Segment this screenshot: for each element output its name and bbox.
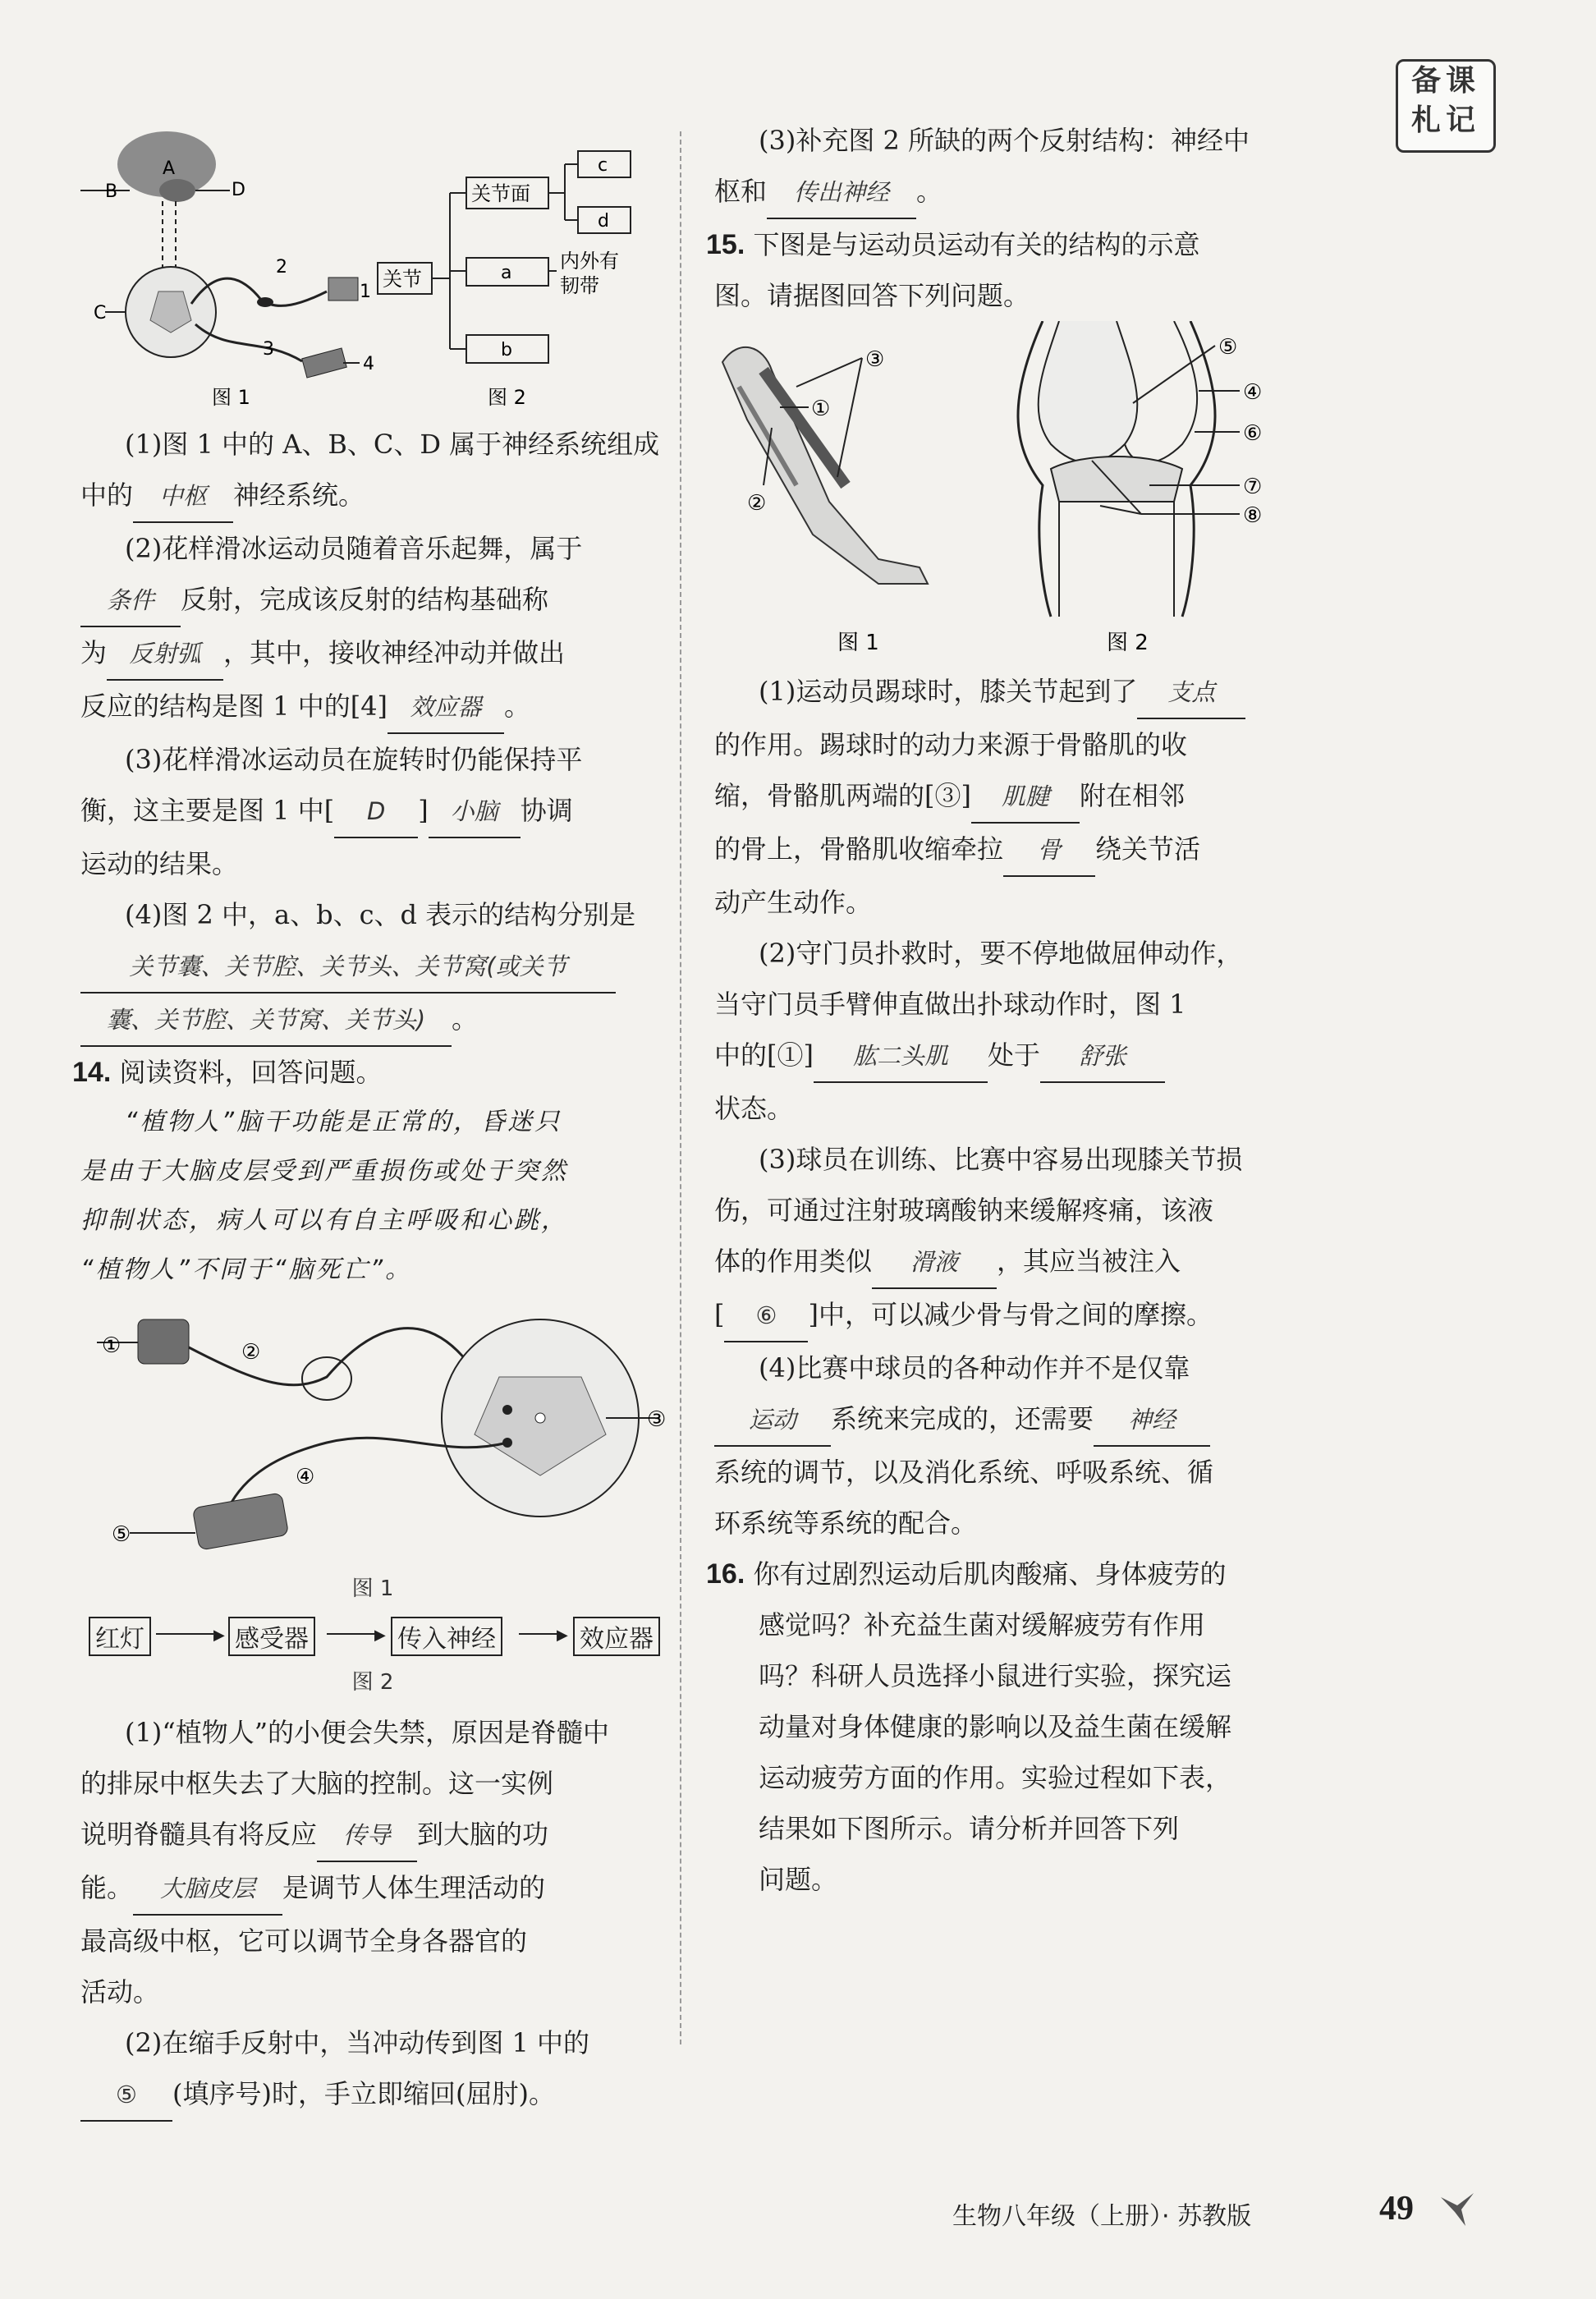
q13-p5-line2: 枢和 传出神经 。 (714, 166, 1305, 219)
q14-reflex-arc-svg (80, 1295, 665, 1566)
knee-femur (1039, 321, 1138, 463)
q14-p1-line4: 能。 大脑皮层 是调节人体生理活动的 (80, 1862, 665, 1916)
q13-fig2-caption: 图 2 (488, 386, 526, 409)
answer-blank: 骨 (1003, 824, 1095, 877)
q15-p4-line2: 运动 系统来完成的，还需要 神经 (714, 1393, 1305, 1447)
flow-step-receptor: 感受器 (228, 1617, 315, 1656)
fig2-d-label: d (598, 211, 609, 232)
fig2-joint-label: 关节 (383, 268, 422, 291)
q15-p4-line1: (4)比赛中球员的各种动作并不是仅靠 (759, 1352, 1190, 1384)
q15-p2-line1: (2)守门员扑救时，要不停地做屈伸动作， (759, 938, 1243, 969)
answer-blank: ⑤ (80, 2069, 172, 2122)
q15-p4-line4: 环系统等系统的配合。 (714, 1507, 978, 1539)
answer-blank: 滑液 (872, 1237, 997, 1289)
q15-label-1: ① (811, 397, 831, 421)
q14-passage-line4: “植物人”不同于“脑死亡”。 (80, 1255, 413, 1284)
answer-blank: 神经 (1094, 1394, 1210, 1447)
answer-blank: 运动 (714, 1394, 831, 1447)
q15-label-2: ② (747, 491, 767, 516)
flow-arrow (156, 1633, 213, 1635)
q13-p4-line3: 囊、关节腔、关节窝、关节头) 。 (80, 993, 665, 1047)
q14-passage-line1: “植物人”脑干功能是正常的，昏迷只 (125, 1108, 562, 1136)
q16-line3: 吗？科研人员选择小鼠进行实验，探究运 (759, 1660, 1232, 1691)
q15-p2-line4: 状态。 (714, 1093, 794, 1124)
q14-label-5: ⑤ (112, 1522, 131, 1547)
q14-label-2: ② (241, 1340, 261, 1365)
answer-blank: ⑥ (724, 1290, 808, 1342)
book-title: 生物八年级（上册）· 苏教版 (952, 2202, 1252, 2231)
q14-p1-line1: (1)“植物人”的小便会失禁，原因是脊髓中 (125, 1717, 610, 1748)
page-footer (936, 2184, 1429, 2233)
footer-ornament-icon (1437, 2189, 1478, 2230)
q15-label-8: ⑧ (1243, 503, 1263, 528)
q16-line7: 问题。 (759, 1864, 838, 1895)
q14-figure-1 (80, 1295, 665, 1566)
q15-p3-line3: 体的作用类似 滑液 ，其应当被注入 (714, 1236, 1305, 1289)
flow-arrowhead: ▶ (557, 1627, 568, 1644)
q13-fig1-caption: 图 1 (212, 386, 250, 409)
q13-p1-line2: 中的 中枢 神经系统。 (80, 470, 665, 523)
notes-line-2: 札记 (1410, 103, 1480, 137)
q15-p1-line3: 缩，骨骼肌两端的[③] 肌腱 附在相邻 (714, 770, 1305, 824)
q15-p2-line2: 当守门员手臂伸直做出扑球动作时，图 1 (714, 989, 1186, 1020)
q13-p4-line1: (4)图 2 中，a、b、c、d 表示的结构分别是 (125, 899, 636, 930)
answer-blank: 大脑皮层 (133, 1863, 282, 1916)
fig2-ligament-label-1: 内外有 (560, 250, 619, 273)
q14-p1-line5: 最高级中枢，它可以调节全身各器官的 (80, 1925, 528, 1957)
q15-fig2-caption: 图 2 (1107, 631, 1149, 655)
flow-step-effector: 效应器 (573, 1617, 660, 1656)
q15-p1-line4: 的骨上，骨骼肌收缩牵拉 骨 绕关节活 (714, 824, 1305, 877)
q13-p1-line1: (1)图 1 中的 A、B、C、D 属于神经系统组成 (125, 429, 660, 460)
column-divider (680, 131, 681, 2044)
flow-arrow (519, 1633, 560, 1635)
q13-p3-line1: (3)花样滑冰运动员在旋转时仍能保持平 (125, 744, 583, 775)
answer-blank: 传导 (317, 1810, 417, 1862)
answer-blank: 囊、关节腔、关节窝、关节头) (80, 994, 452, 1047)
fig1-label-d: D (232, 180, 245, 200)
q14-passage-line2: 是由于大脑皮层受到严重损伤或处于突然 (80, 1157, 568, 1186)
answer-blank: 小脑 (429, 786, 521, 838)
q15-fig1-caption: 图 1 (837, 631, 879, 655)
q14-p1-line3: 说明脊髓具有将反应 传导 到大脑的功 (80, 1809, 665, 1862)
q16-line6: 结果如下图所示。请分析并回答下列 (759, 1813, 1180, 1844)
q15-p1-line1: (1)运动员踢球时，膝关节起到了 支点 (714, 666, 1305, 719)
q15-p2-line3: 中的[①] 肱二头肌 处于 舒张 (714, 1030, 1305, 1083)
q13-p2-line3: 为 反射弧 ，其中，接收神经冲动并做出 (80, 627, 665, 681)
q16-line4: 动量对身体健康的影响以及益生菌在缓解 (759, 1711, 1232, 1742)
q16-line1: 16. 你有过剧烈运动后肌肉酸痛、身体疲劳的 (706, 1558, 1227, 1590)
flow-step-afferent: 传入神经 (391, 1617, 502, 1656)
effector-illustration (302, 348, 347, 378)
q14-fig1-caption: 图 1 (351, 1576, 394, 1601)
q15-p4-line3: 系统的调节，以及消化系统、呼吸系统、循 (714, 1457, 1214, 1488)
flow-arrowhead: ▶ (374, 1627, 386, 1644)
q13-p5-line1: (3)补充图 2 所缺的两个反射结构：神经中 (759, 125, 1250, 156)
q15-stem-line2: 图。请据图回答下列问题。 (714, 280, 1030, 311)
fig2-c-label: c (598, 155, 608, 176)
q15-label-5: ⑤ (1218, 335, 1238, 360)
left-column (72, 115, 665, 2122)
q15-figures (714, 321, 1305, 666)
right-column (706, 115, 1305, 1905)
fig1-label-1: 1 (360, 282, 371, 302)
q15-label-3: ③ (865, 347, 885, 372)
q15-label-7: ⑦ (1243, 475, 1263, 499)
q14-figure-2-flow (80, 1612, 665, 1658)
q13-p3-line2: 衡，这主要是图 1 中[ D ] 小脑 协调 (80, 785, 665, 838)
fig1-label-4: 4 (363, 354, 374, 374)
q13-p2-line1: (2)花样滑冰运动员随着音乐起舞，属于 (125, 533, 583, 564)
q14-label-1: ① (102, 1333, 122, 1358)
q16-line2: 感觉吗？补充益生菌对缓解疲劳有作用 (759, 1609, 1206, 1641)
flow-step-red-light: 红灯 (89, 1617, 151, 1656)
q14-p1-line2: 的排尿中枢失去了大脑的控制。这一实例 (80, 1768, 554, 1799)
fig1-label-b: B (105, 181, 118, 202)
fig2-ligament-label-2: 韧带 (560, 274, 599, 297)
q15-figure-svg (714, 321, 1305, 666)
q14-fig2-caption: 图 2 (351, 1670, 394, 1695)
answer-blank: 支点 (1137, 667, 1245, 719)
answer-blank: 传出神经 (767, 167, 916, 219)
receptor-tissue (138, 1319, 189, 1364)
answer-blank: 条件 (80, 575, 181, 627)
q15-p3-line4: [ ⑥ ]中，可以减少骨与骨之间的摩擦。 (714, 1289, 1305, 1342)
knee-tibia (1051, 457, 1182, 502)
q14-stem: 14. 阅读资料，回答问题。 (72, 1057, 383, 1088)
q14-p1-line6: 活动。 (80, 1976, 160, 2008)
q15-p1-line2: 的作用。踢球时的动力来源于骨骼肌的收 (714, 729, 1188, 760)
q13-figures (80, 115, 665, 419)
fig2-b-label: b (501, 340, 512, 360)
q15-label-6: ⑥ (1243, 421, 1263, 446)
q14-label-3: ③ (647, 1407, 665, 1432)
answer-blank: 效应器 (388, 681, 504, 734)
page-number: 49 (1379, 2190, 1414, 2228)
q13-p3-line3: 运动的结果。 (80, 848, 239, 879)
q15-stem-line1: 15. 下图是与运动员运动有关的结构的示意 (706, 229, 1200, 260)
flow-arrow (327, 1633, 376, 1635)
lesson-notes-box (1396, 59, 1496, 153)
cerebellum-illustration (159, 179, 195, 202)
q16-line5: 运动疲劳方面的作用。实验过程如下表， (759, 1762, 1232, 1793)
effector-muscle (192, 1493, 288, 1550)
answer-blank: 反射弧 (107, 628, 223, 681)
fig2-surface-label: 关节面 (471, 182, 530, 205)
answer-blank: 肱二头肌 (814, 1030, 988, 1083)
q15-p1-line5: 动产生动作。 (714, 887, 873, 918)
q14-p2-line1: (2)在缩手反射中，当冲动传到图 1 中的 (125, 2027, 590, 2058)
fig2-a-label: a (501, 263, 512, 283)
answer-blank: 中枢 (133, 470, 233, 523)
q15-label-4: ④ (1243, 380, 1263, 405)
q14-label-4: ④ (296, 1465, 315, 1489)
q14-p2-line2: ⑤ (填序号)时，手立即缩回(屈肘)。 (80, 2068, 665, 2122)
fig1-label-2: 2 (276, 257, 287, 278)
answer-blank: 关节囊、关节腔、关节头、关节窝(或关节 (80, 941, 616, 993)
q13-figure-svg (80, 115, 665, 419)
notes-line-1: 备课 (1410, 64, 1480, 98)
q13-p2-line4: 反应的结构是图 1 中的[4] 效应器 。 (80, 681, 665, 734)
q13-p2-line2: 条件 反射，完成该反射的结构基础称 (80, 574, 665, 627)
answer-blank: 舒张 (1040, 1030, 1165, 1083)
q13-p4-line2 (80, 940, 665, 993)
fig1-label-a: A (163, 158, 176, 179)
q14-passage-line3: 抑制状态，病人可以有自主呼吸和心跳， (80, 1206, 568, 1235)
answer-blank: 肌腱 (971, 771, 1080, 824)
answer-blank: D (334, 786, 418, 838)
q15-p3-line2: 伤，可通过注射玻璃酸钠来缓解疼痛，该液 (714, 1195, 1214, 1226)
receptor-illustration (328, 278, 358, 301)
fig1-label-3: 3 (263, 339, 274, 360)
fig1-label-c: C (94, 303, 107, 324)
flow-arrowhead: ▶ (213, 1627, 225, 1644)
q15-p3-line1: (3)球员在训练、比赛中容易出现膝关节损 (759, 1144, 1243, 1175)
